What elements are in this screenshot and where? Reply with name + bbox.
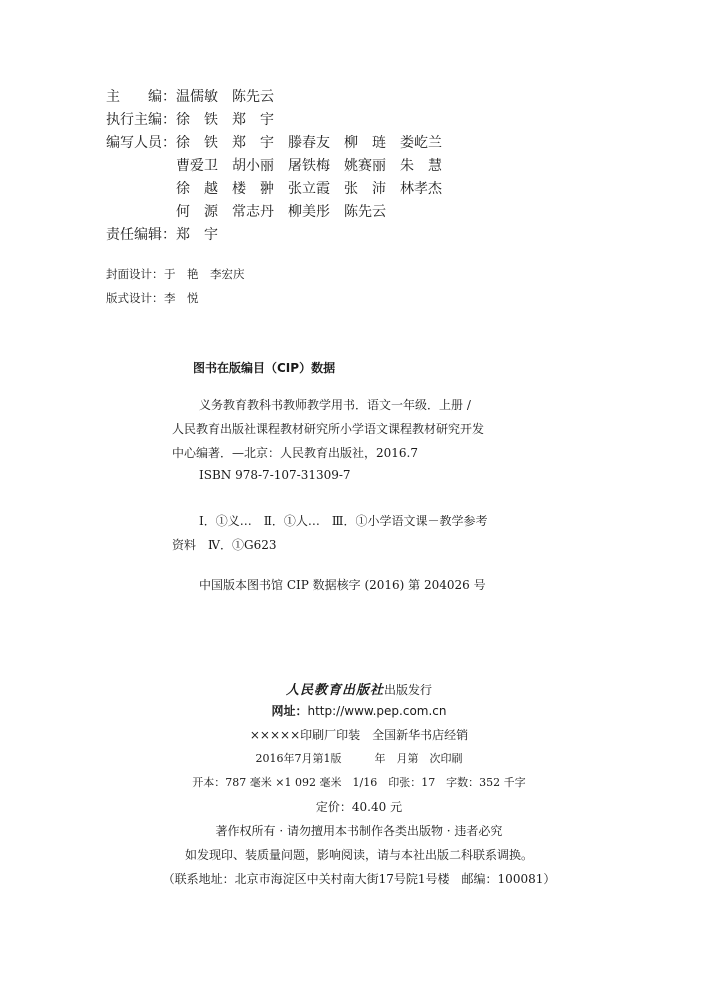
website-link[interactable]: http://www.pep.com.cn bbox=[307, 704, 447, 718]
responsible-editor-value: 郑 宇 bbox=[176, 227, 218, 243]
website-label: 网址： bbox=[271, 704, 308, 718]
publisher-line bbox=[0, 679, 718, 698]
format-line: 开本：787 毫米 ×1 092 毫米 1/16 印张：17 字数：352 千字 bbox=[192, 776, 526, 789]
address-line: （联系地址：北京市海淀区中关村南大街17号院1号楼 邮编：100081） bbox=[162, 872, 556, 886]
publisher-issue: 出版发行 bbox=[384, 683, 433, 697]
executive-editor-label: 执行主编： bbox=[106, 112, 176, 128]
cip-title: 图书在版编目（CIP）数据 bbox=[193, 361, 336, 375]
classification-line: 资料 Ⅳ．①G623 bbox=[172, 538, 277, 552]
cip-line: 中心编著．—北京：人民教育出版社，2016.7 bbox=[172, 446, 418, 460]
writers-line: 何 源 常志丹 柳美彤 陈先云 bbox=[176, 204, 386, 220]
publisher-logo: 人民教育出版社 bbox=[285, 683, 384, 698]
edition-line: 2016年7月第1版 年 月第 次印刷 bbox=[255, 752, 463, 765]
writers-line: 曹爱卫 胡小丽 屠铁梅 姚赛丽 朱 慧 bbox=[176, 158, 442, 174]
chief-editors-value: 温儒敏 陈先云 bbox=[176, 89, 274, 105]
classification-line: Ⅰ．①义… Ⅱ．①人… Ⅲ．①小学语文课－教学参考 bbox=[199, 514, 488, 528]
quality-line: 如发现印、装质量问题，影响阅读，请与本社出版二科联系调换。 bbox=[184, 848, 533, 862]
chief-editors-label: 主 编： bbox=[106, 89, 176, 105]
cip-line: 义务教育教科书教师教学用书．语文一年级．上册 / bbox=[199, 398, 471, 412]
layout-design-value: 李 悦 bbox=[164, 291, 199, 305]
writers-label: 编写人员： bbox=[106, 135, 176, 151]
cover-design-value: 于 艳 李宏庆 bbox=[164, 267, 245, 281]
copyright-line: 著作权所有 · 请勿擅用本书制作各类出版物 · 违者必究 bbox=[215, 824, 503, 838]
print-line: ×××××印刷厂印装 全国新华书店经销 bbox=[249, 728, 469, 742]
writers-line: 徐 越 楼 翀 张立霞 张 沛 林孝杰 bbox=[176, 181, 442, 197]
cip-line: 人民教育出版社课程教材研究所小学语文课程教材研究开发 bbox=[172, 422, 485, 436]
isbn: ISBN 978-7-107-31309-7 bbox=[199, 468, 351, 482]
cip-record: 中国版本图书馆 CIP 数据核字 (2016) 第 204026 号 bbox=[199, 578, 486, 592]
responsible-editor-label: 责任编辑： bbox=[106, 227, 176, 243]
cover-design-label: 封面设计： bbox=[106, 267, 164, 281]
executive-editor-value: 徐 铁 郑 宇 bbox=[176, 112, 274, 128]
writers-line: 徐 铁 郑 宇 滕春友 柳 琏 娄屹兰 bbox=[176, 135, 442, 151]
price-line: 定价：40.40 元 bbox=[315, 800, 403, 814]
layout-design-label: 版式设计： bbox=[106, 291, 164, 305]
website-line bbox=[0, 702, 718, 719]
